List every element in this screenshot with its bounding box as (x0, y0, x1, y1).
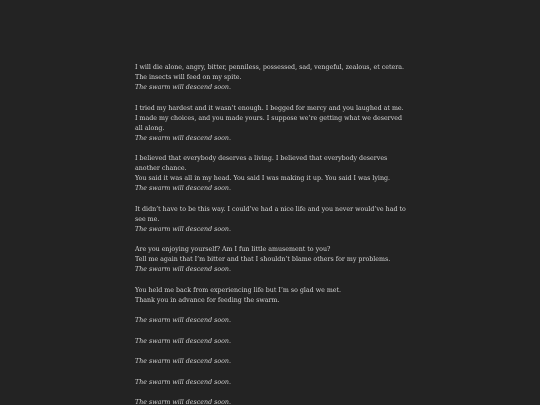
poem-line: I tried my hardest and it wasn’t enough. I begged for mercy and you laughed at me. (135, 104, 404, 112)
refrain-line: The swarm will descend soon. (135, 134, 231, 142)
refrain-line: The swarm will descend soon. (135, 266, 231, 273)
refrain-line: The swarm will descend soon. (135, 358, 231, 365)
poem-line: The insects will feed on my spite. (135, 74, 242, 81)
poem-line: Are you enjoying yourself? Am I fun little amusement to you? (135, 246, 331, 253)
poem-line: Thank you in advance for feeding the swarm. (135, 296, 280, 304)
refrain-line: The swarm will descend soon. (135, 84, 231, 91)
stanza-2 (135, 104, 407, 144)
stanza-9 (135, 357, 407, 367)
stanza-5 (135, 245, 407, 275)
refrain-line: The swarm will descend soon. (135, 317, 231, 324)
stanza-4 (135, 205, 407, 235)
stanza-10 (135, 378, 407, 388)
poem-line: Tell me again that I’m bitter and that I shouldn’t blame others for my problems. (135, 256, 391, 263)
stanza-6 (135, 286, 407, 306)
refrain-line: The swarm will descend soon. (135, 399, 231, 405)
poem-text-column (135, 63, 407, 405)
refrain-line: The swarm will descend soon. (135, 225, 231, 233)
poem-line: I believed that everybody deserves a living. I believed that everybody deserves another chance. (135, 155, 388, 172)
poem-line: I made my choices, and you made yours. I suppose we’re getting what we deserved all along. (135, 114, 403, 132)
stanza-8 (135, 337, 407, 347)
stanza-7 (135, 316, 407, 326)
refrain-line: The swarm will descend soon. (135, 185, 231, 192)
refrain-line: The swarm will descend soon. (135, 378, 231, 386)
refrain-line: The swarm will descend soon. (135, 337, 231, 345)
stanza-3 (135, 154, 407, 194)
stanza-11 (135, 398, 407, 405)
poem-line: You said it was all in my head. You said I was making it up. You said I was lying. (135, 175, 391, 182)
poem-line: It didn’t have to be this way. I could’ve had a nice life and you never would’ve had to see me. (135, 205, 406, 223)
poem-line: You held me back from experiencing life but I’m so glad we met. (135, 286, 342, 294)
stanza-1 (135, 63, 407, 93)
poem-line: I will die alone, angry, bitter, penniless, possessed, sad, vengeful, zealous, et cetera. (135, 64, 405, 71)
